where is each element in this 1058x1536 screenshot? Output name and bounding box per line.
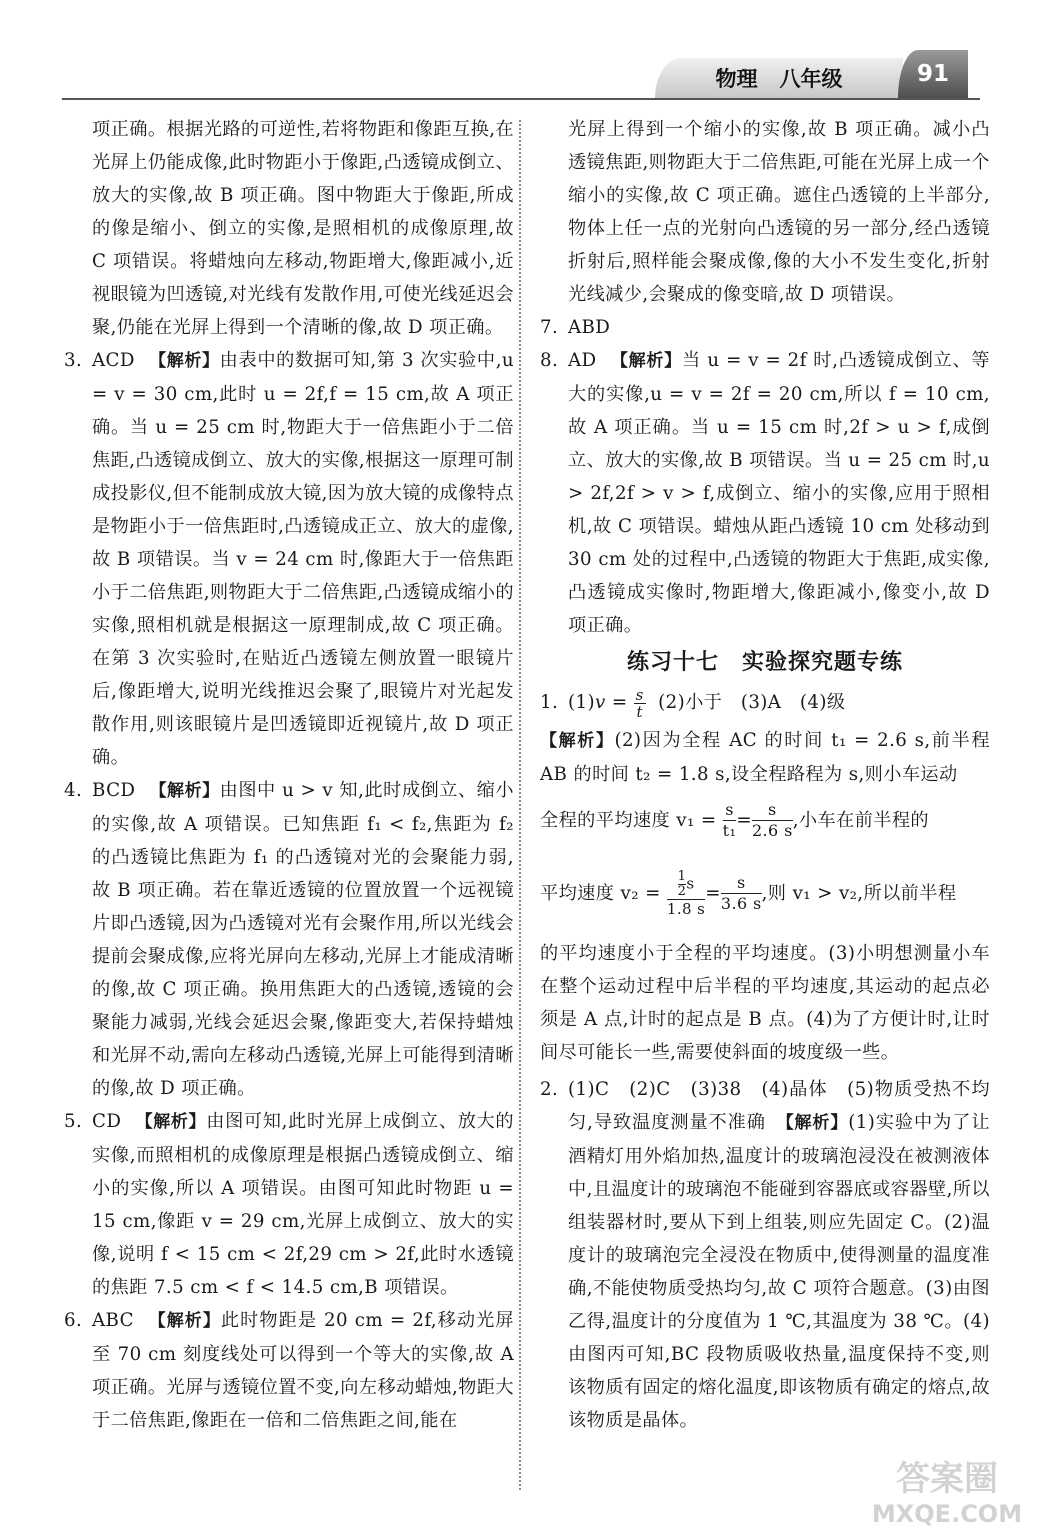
average-speed-formula-1: 全程的平均速度 v₁ = $\frac{s}{\text{t₁}}$ = $\frac{s}{2.6 s}$ ,小车在前半程的: [540, 800, 930, 840]
fraction-denominator: 1.8 s: [666, 899, 706, 918]
column-divider: [519, 120, 521, 1490]
analysis-tag: 【解析】: [540, 730, 615, 751]
analysis-text: (1)实验中为了让酒精灯用外焰加热,温度计的玻璃泡浸没在被测液体中,且温度计的玻璃泡不能碰到容器底或容器壁,所以组装器材时,要从下到上组装,则应先固定 C。(2)温度计的玻璃泡完全浸没在物质中,使得测量的温度准确,不能使物质受热均匀,故 C 项符合题意。(3)由图乙得,温度计的分度值为 1 ℃,其温度为 38 ℃。(4)由图丙可知,BC 段物质吸收热量,温度保持不变,则该物质有固定的熔化温度,即该物质有确定的熔点,故该物质是晶体。: [568, 1111, 990, 1431]
answer-key: ABD: [568, 317, 611, 338]
answer-item-7: [540, 311, 990, 344]
answer-key: ABC: [92, 1310, 134, 1331]
analysis-tag: 【解析】: [610, 351, 682, 371]
item-number: 1.: [540, 692, 559, 713]
svg-text:答案圈: 答案圈: [896, 1459, 998, 1499]
item-number: 7.: [540, 317, 559, 338]
answer-part-4: (4)级: [799, 692, 846, 713]
average-speed-formula-2: 平均速度 v₂ = $\frac{1}{2}$ s 1.8 s = $\frac{s}{3.6 s}$ ,则 v₁ > v₂,所以前半程: [540, 868, 957, 918]
half-denominator: 2: [677, 883, 687, 899]
right-column: [540, 113, 990, 1437]
question-2: [540, 1073, 990, 1437]
speed-formula: [634, 687, 646, 720]
question-1: [540, 686, 990, 720]
grade-label: 八年级: [779, 67, 843, 91]
analysis-tag: 【解析】: [135, 1112, 207, 1132]
analysis-tag: 【解析】: [147, 1311, 221, 1331]
analysis-text: 由图中 u > v 知,此时成倒立、缩小的实像,故 A 项错误。已知焦距 f₁ < f₂,焦距为 f₂ 的凸透镜比焦距为 f₁ 的凸透镜对光的会聚能力弱,故 B 项正确。若在靠近透镜的位置放置一个远视镜片即凸透镜,因为凸透镜对光有会聚作用,所以光线会提前会聚成像,应将光屏向左移动,光屏上才能成清晰的像,故 C 项正确。换用焦距大的凸透镜,透镜的会聚能力减弱,光线会延迟会聚,像距变大,若保持蜡烛和光屏不动,需向左移动凸透镜,光屏上可能得到清晰的像,故 D 项正确。: [92, 780, 514, 1099]
answer-part-3: (3)A: [740, 692, 782, 713]
answer-part-2: (2)小于: [658, 692, 723, 713]
answer-key: ACD: [92, 350, 135, 371]
svg-text:MXQE.COM: MXQE.COM: [871, 1500, 1023, 1528]
formula-prefix: 平均速度 v₂ =: [540, 882, 661, 904]
fraction-denominator: 3.6 s: [720, 894, 762, 913]
item-number: 3.: [64, 350, 83, 371]
answer-key: AD: [568, 350, 597, 371]
q1-answers: [568, 686, 990, 720]
item-number: 6.: [64, 1310, 83, 1331]
formula-lhs: v =: [594, 692, 628, 713]
page-number: 91: [898, 50, 968, 98]
analysis-tag: 【解析】: [148, 351, 220, 371]
fraction-numerator: s: [723, 800, 737, 821]
fraction-denominator: t₁: [722, 821, 737, 840]
fraction-numerator: s: [752, 800, 793, 821]
answer-key: CD: [92, 1111, 122, 1132]
fraction: [752, 800, 793, 841]
subject-label: 物理: [715, 67, 758, 91]
fraction-denominator: 2.6 s: [751, 821, 793, 840]
symbol-s: s: [686, 874, 695, 892]
item-number: 2.: [540, 1078, 559, 1100]
fraction-numerator: s: [635, 685, 644, 704]
analysis-text: 由图可知,此时光屏上成倒立、放大的实像,而照相机的成像原理是根据凸透镜成倒立、缩小的实像,所以 A 项错误。由图可知此时物距 u = 15 cm,像距 v = 29 cm,光屏上成倒立、放大的实像,说明 f < 15 cm < 2f,29 cm > 2f,此时水透镜的焦距 7.5 cm < f < 14.5 cm,B 项错误。: [92, 1111, 514, 1298]
q1-analysis-rest: 的平均速度小于全程的平均速度。(3)小明想测量小车在整个运动过程中后半程的平均速度,其运动的起点必须是 A 点,计时的起点是 B 点。(4)为了方便计时,让时间尽可能长一些,需要使斜面的坡度级一些。: [540, 942, 990, 1063]
answer-item-4: [64, 774, 514, 1105]
part-label: (1): [568, 692, 595, 713]
continuation-text: 项正确。根据光路的可逆性,若将物距和像距互换,在光屏上仍能成像,此时物距小于像距,凸透镜成倒立、放大的实像,故 B 项正确。图中物距大于像距,所成的像是缩小、倒立的实像,是照相机的成像原理,故 C 项错误。将蜡烛向左移动,物距增大,像距减小,近视眼镜为凹透镜,对光线有发散作用,可使光线延迟会聚,仍能在光屏上得到一个清晰的像,故 D 项正确。: [92, 119, 514, 338]
item-number: 5.: [64, 1111, 83, 1132]
analysis-text: 此时物距是 20 cm = 2f,移动光屏至 70 cm 刻度线处可以得到一个等大的实像,故 A 项正确。光屏与透镜位置不变,向左移动蜡烛,物距大于二倍焦距,像距在一倍和二倍焦距之间,能在: [92, 1310, 514, 1431]
formula-suffix: ,则 v₁ > v₂,所以前半程: [761, 882, 957, 904]
fraction: [667, 870, 705, 918]
analysis-text: 当 u = v = 2f 时,凸透镜成倒立、等大的实像,u = v = 2f = 20 cm,所以 f = 10 cm,故 A 项正确。当 u = 15 cm 时,2f > u > f,成倒立、放大的实像,故 B 项错误。当 u = 25 cm 时,u > 2f,2f > v > f,成倒立、缩小的实像,应用于照相机,故 C 项错误。蜡烛从距凸透镜 10 cm 处移动到 30 cm 处的过程中,凸透镜的物距大于焦距,成实像,凸透镜成实像时,物距增大,像距减小,像变小,故 D 项正确。: [568, 350, 990, 636]
fraction: [723, 800, 737, 841]
answer-item-3: [64, 344, 514, 774]
analysis-tag: 【解析】: [149, 781, 220, 801]
answer-item-8: [540, 344, 990, 642]
answer-text: (1)C (2)C (3)38 (4)晶体 (5)物质受热不均匀,导致温度测量不准确: [568, 1078, 990, 1133]
header-subject-tab: [655, 58, 903, 98]
analysis-text: (2)因为全程 AC 的时间 t₁ = 2.6 s,前半程 AB 的时间 t₂ = 1.8 s,设全程路程为 s,则小车运动: [540, 729, 990, 785]
fraction: [721, 873, 762, 914]
analysis-tag: 【解析】: [785, 1112, 849, 1133]
item-number: 4.: [64, 780, 83, 801]
answer-item-5: [64, 1105, 514, 1304]
fraction-denominator: t: [636, 702, 643, 721]
formula-prefix: 全程的平均速度 v₁ =: [540, 809, 717, 831]
formula-suffix: ,小车在前半程的: [792, 809, 930, 831]
watermark-logo: [842, 1448, 1052, 1532]
item-number: 8.: [540, 350, 559, 371]
left-column: [64, 113, 514, 1437]
analysis-text: 由表中的数据可知,第 3 次实验中,u = v = 30 cm,此时 u = 2f,f = 15 cm,故 A 项正确。当 u = 25 cm 时,物距大于一倍焦距小于二倍焦距,凸透镜成倒立、放大的实像,根据这一原理可制成投影仪,但不能制成放大镜,因为放大镜的成像特点是物距小于一倍焦距时,凸透镜成正立、放大的虚像,故 B 项错误。当 v = 24 cm 时,像距大于一倍焦距小于二倍焦距,则物距大于二倍焦距,凸透镜成缩小的实像,照相机就是根据这一原理制成,故 C 项正确。在第 3 次实验时,在贴近凸透镜左侧放置一眼镜片后,像距增大,说明光线推迟会聚了,眼镜片对光起发散作用,则该眼镜片是凹透镜即近视镜片,故 D 项正确。: [92, 350, 515, 768]
q1-analysis-intro: [540, 724, 990, 791]
header-rule: [62, 98, 980, 100]
answer-item-6: [64, 1304, 514, 1437]
fraction-numerator: [667, 870, 705, 900]
answer-key: BCD: [92, 780, 136, 801]
section-title: 练习十七 实验探究题专练: [626, 650, 903, 675]
fraction-numerator: s: [721, 873, 762, 894]
half-numerator: 1: [677, 868, 687, 884]
continuation-text: 光屏上得到一个缩小的实像,故 B 项正确。减小凸透镜焦距,则物距大于二倍焦距,可能在光屏上成一个缩小的实像,故 C 项正确。遮住凸透镜的上半部分,物体上任一点的光射向凸透镜的另一部分,经凸透镜折射后,照样能会聚成像,像的大小不发生变化,折射光线减少,会聚成的像变暗,故 D 项错误。: [568, 119, 990, 305]
